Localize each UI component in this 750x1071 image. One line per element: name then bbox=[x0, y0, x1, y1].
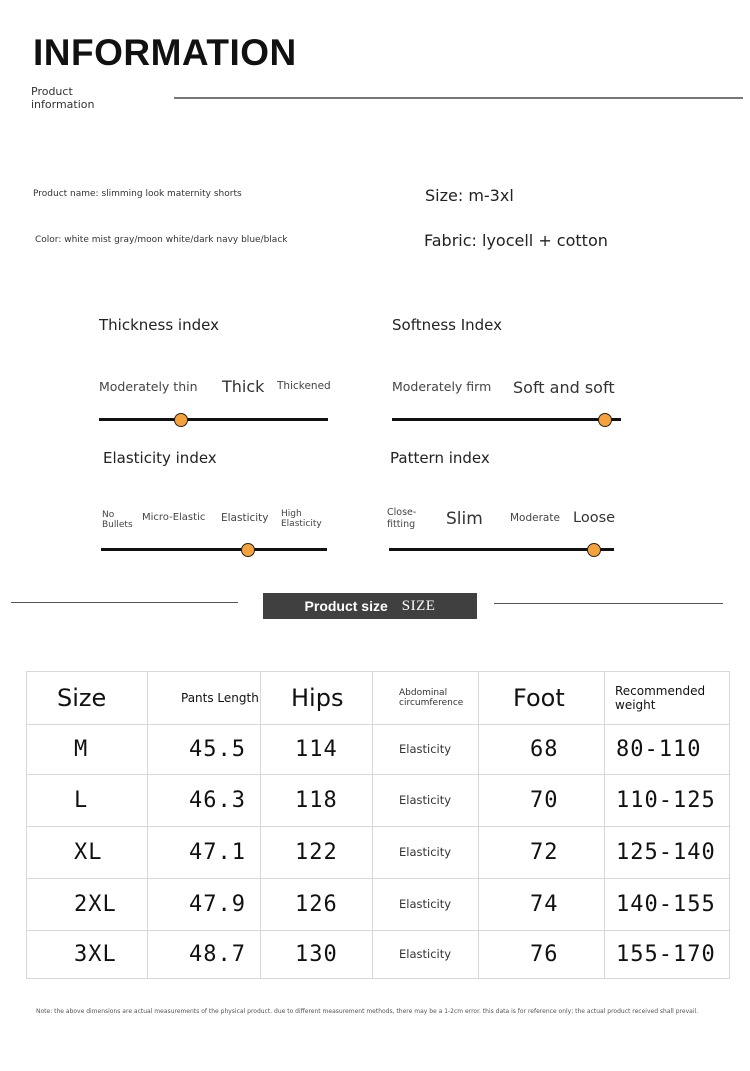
cell-size: 3XL bbox=[27, 931, 148, 979]
thickness-label-2: Thick bbox=[222, 377, 265, 396]
thickness-bar bbox=[99, 418, 328, 421]
softness-bar bbox=[392, 418, 621, 421]
cell-foot: 68 bbox=[479, 725, 605, 775]
elasticity-label-4: High Elasticity bbox=[281, 509, 322, 529]
thickness-label-3: Thickened bbox=[277, 380, 331, 392]
product-size-label: Product size bbox=[304, 598, 388, 614]
pattern-knob bbox=[587, 543, 601, 557]
table-row bbox=[27, 827, 730, 879]
cell-foot: 70 bbox=[479, 775, 605, 827]
cell-weight: 155-170 bbox=[605, 931, 730, 979]
elasticity-bar bbox=[101, 548, 327, 551]
thickness-label-1: Moderately thin bbox=[99, 379, 198, 394]
cell-size: XL bbox=[27, 827, 148, 879]
thickness-knob bbox=[174, 413, 188, 427]
cell-abdominal: Elasticity bbox=[373, 775, 479, 827]
table-row bbox=[27, 879, 730, 931]
cell-hips: 118 bbox=[261, 775, 373, 827]
header-pants-length: Pants Length bbox=[148, 672, 261, 725]
pattern-label-1: Close-fitting bbox=[387, 507, 417, 530]
cell-pants-length: 47.9 bbox=[148, 879, 261, 931]
table-row bbox=[27, 725, 730, 775]
cell-pants-length: 48.7 bbox=[148, 931, 261, 979]
pattern-label-4: Loose bbox=[573, 510, 616, 526]
product-size-label-2: SIZE bbox=[401, 597, 436, 614]
pattern-bar bbox=[389, 548, 614, 551]
product-size-banner bbox=[263, 593, 477, 619]
size-table bbox=[26, 671, 730, 979]
product-color: Color: white mist gray/moon white/dark navy blue/black bbox=[35, 235, 288, 245]
header-hips: Hips bbox=[261, 672, 373, 725]
header-recommended-weight: Recommended weight bbox=[605, 672, 730, 725]
cell-hips: 126 bbox=[261, 879, 373, 931]
elasticity-label-2: Micro-Elastic bbox=[142, 512, 206, 523]
cell-foot: 72 bbox=[479, 827, 605, 879]
header-abdominal: Abdominal circumference bbox=[373, 672, 479, 725]
softness-knob bbox=[598, 413, 612, 427]
cell-foot: 76 bbox=[479, 931, 605, 979]
cell-weight: 125-140 bbox=[605, 827, 730, 879]
cell-weight: 110-125 bbox=[605, 775, 730, 827]
cell-size: M bbox=[27, 725, 148, 775]
product-name: Product name: slimming look maternity shorts bbox=[33, 189, 242, 199]
cell-pants-length: 45.5 bbox=[148, 725, 261, 775]
banner-divider-right bbox=[494, 603, 723, 604]
product-fabric: Fabric: lyocell + cotton bbox=[424, 231, 608, 250]
elasticity-index-title: Elasticity index bbox=[103, 449, 217, 467]
page-subtitle: Product information bbox=[31, 85, 95, 111]
cell-hips: 122 bbox=[261, 827, 373, 879]
page-title: INFORMATION bbox=[33, 32, 297, 73]
cell-foot: 74 bbox=[479, 879, 605, 931]
cell-hips: 130 bbox=[261, 931, 373, 979]
cell-abdominal: Elasticity bbox=[373, 879, 479, 931]
pattern-label-2: Slim bbox=[446, 509, 483, 529]
header-size: Size bbox=[27, 672, 148, 725]
cell-hips: 114 bbox=[261, 725, 373, 775]
cell-size: L bbox=[27, 775, 148, 827]
softness-index-title: Softness Index bbox=[392, 316, 503, 334]
cell-size: 2XL bbox=[27, 879, 148, 931]
table-header-row bbox=[27, 672, 730, 725]
product-size: Size: m-3xl bbox=[425, 186, 514, 205]
softness-label-2: Soft and soft bbox=[513, 378, 615, 397]
banner-divider-left bbox=[11, 602, 238, 603]
pattern-index-title: Pattern index bbox=[390, 449, 490, 467]
measurement-note: Note: the above dimensions are actual measurements of the physical product. due to different measurement methods, there may be a 1-2cm error. this data is for reference only; the actual product received shall prevail. bbox=[36, 1008, 699, 1015]
cell-abdominal: Elasticity bbox=[373, 931, 479, 979]
cell-abdominal: Elasticity bbox=[373, 725, 479, 775]
table-row bbox=[27, 775, 730, 827]
softness-label-1: Moderately firm bbox=[392, 379, 492, 394]
cell-abdominal: Elasticity bbox=[373, 827, 479, 879]
pattern-label-3: Moderate bbox=[510, 512, 560, 524]
elasticity-label-1: No Bullets bbox=[102, 510, 133, 530]
cell-weight: 140-155 bbox=[605, 879, 730, 931]
cell-weight: 80-110 bbox=[605, 725, 730, 775]
elasticity-knob bbox=[241, 543, 255, 557]
cell-pants-length: 47.1 bbox=[148, 827, 261, 879]
header-foot: Foot bbox=[479, 672, 605, 725]
elasticity-label-3: Elasticity bbox=[221, 512, 269, 524]
cell-pants-length: 46.3 bbox=[148, 775, 261, 827]
header-divider bbox=[174, 97, 743, 99]
thickness-index-title: Thickness index bbox=[99, 316, 219, 334]
table-row bbox=[27, 931, 730, 979]
